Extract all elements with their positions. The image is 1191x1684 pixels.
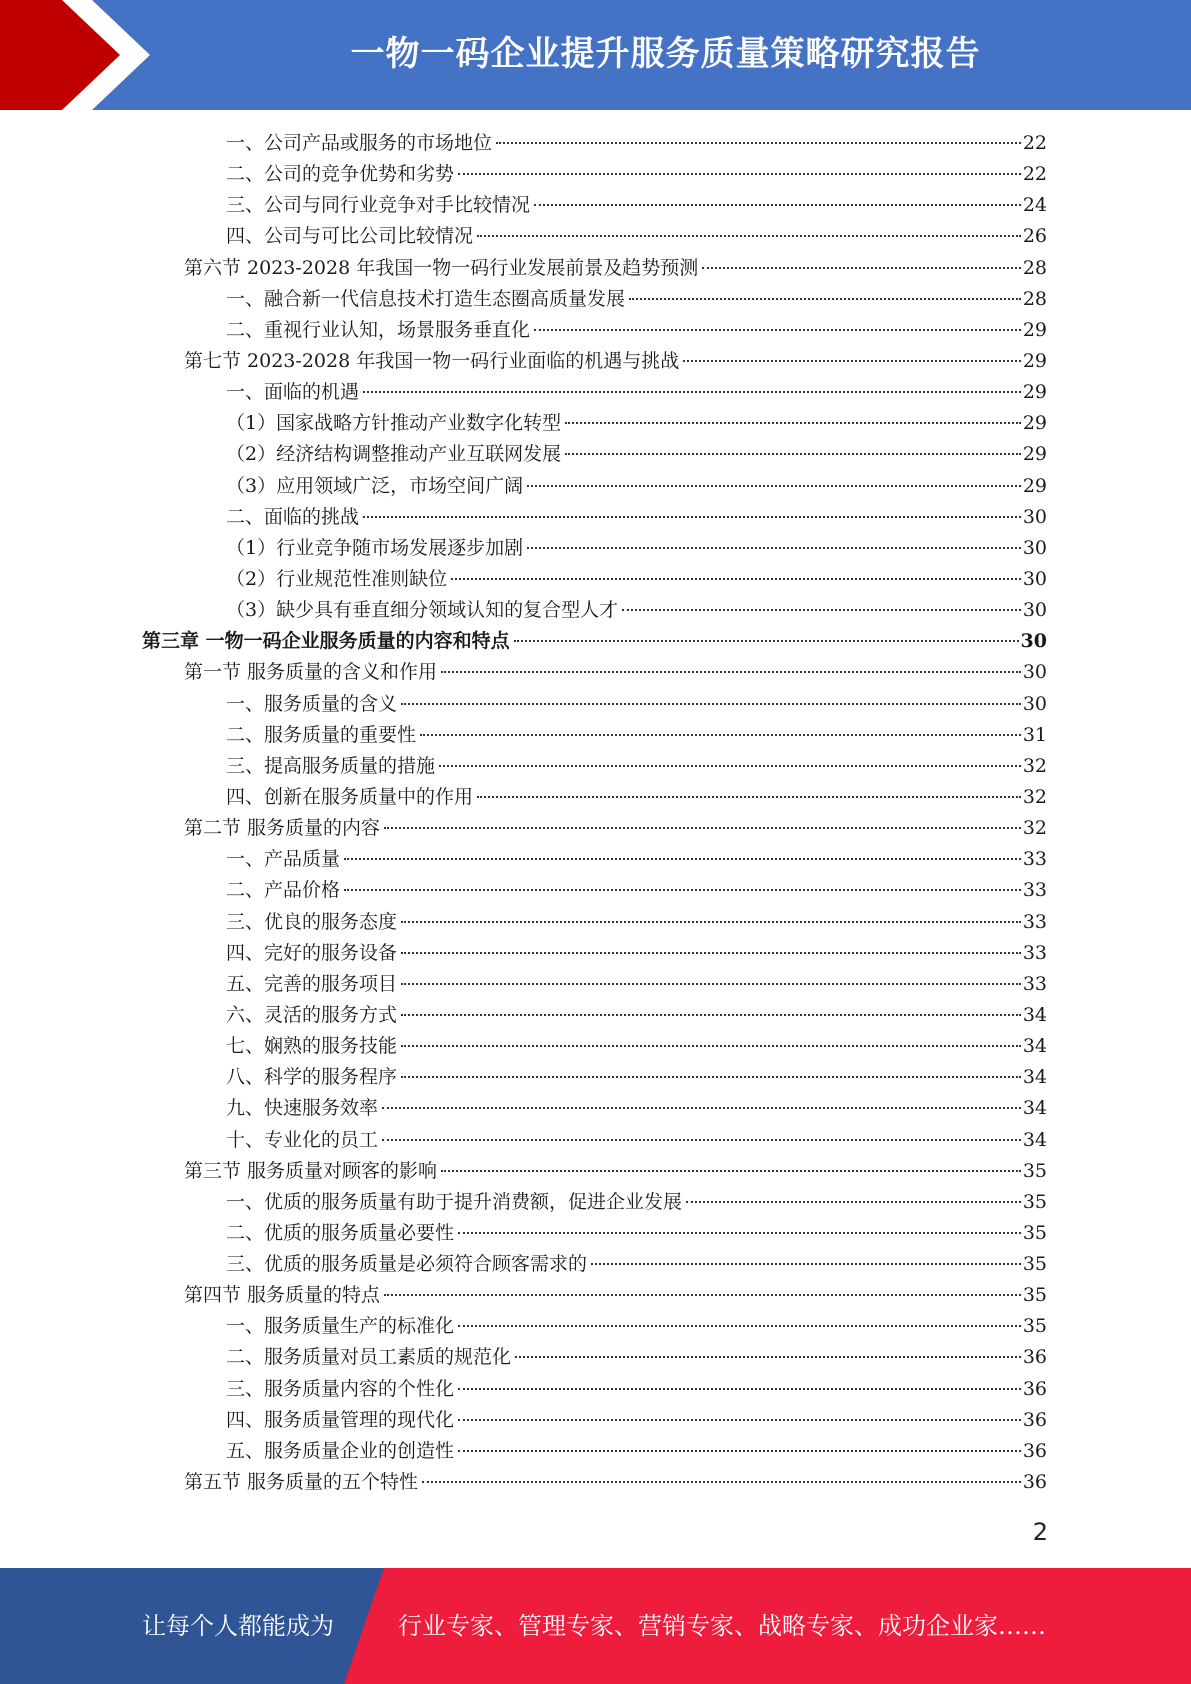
toc-entry[interactable] [0,408,1191,439]
toc-entry-page: 32 [1022,785,1047,808]
toc-leader-dots [363,390,1021,393]
toc-entry-title: 一、服务质量生产的标准化 [226,1315,455,1338]
toc-leader-dots [458,1231,1021,1234]
toc-leader-dots [496,141,1021,144]
toc-leader-dots [401,920,1021,923]
toc-entry[interactable] [0,1125,1191,1156]
toc-entry-page: 35 [1022,1159,1047,1182]
toc-entry-title: 一、面临的机遇 [226,381,360,404]
toc-entry-page: 33 [1022,910,1047,933]
toc-entry-title: （2）行业规范性准则缺位 [226,567,448,590]
toc-entry-title: 六、灵活的服务方式 [226,1003,398,1026]
toc-leader-dots [344,888,1021,891]
toc-entry[interactable] [0,813,1191,844]
toc-leader-dots [384,1293,1021,1296]
toc-leader-dots [534,203,1021,206]
toc-entry[interactable] [0,689,1191,720]
toc-leader-dots [683,359,1021,362]
toc-entry-title: 三、优质的服务质量是必须符合顾客需求的 [226,1253,588,1276]
toc-leader-dots [401,982,1021,985]
toc-entry-title: （2）经济结构调整推动产业互联网发展 [226,443,562,466]
toc-leader-dots [401,1044,1021,1047]
toc-entry-page: 34 [1022,1097,1047,1120]
toc-entry-page: 35 [1022,1190,1047,1213]
toc-entry-page: 22 [1022,163,1047,186]
toc-entry-title: 三、优良的服务态度 [226,910,398,933]
toc-entry-title: 一、公司产品或服务的市场地位 [226,132,493,154]
toc-entry[interactable] [0,1000,1191,1031]
toc-entry-title: 一、服务质量的含义 [226,692,398,715]
toc-entry[interactable] [0,751,1191,782]
toc-entry[interactable] [0,471,1191,502]
toc-leader-dots [420,733,1021,736]
page-footer [0,1568,1191,1684]
toc-entry-page: 34 [1022,1003,1047,1026]
toc-entry-title: 四、创新在服务质量中的作用 [226,785,474,808]
toc-entry-page: 36 [1022,1408,1047,1431]
toc-entry-page: 26 [1022,225,1047,248]
toc-leader-dots [458,1449,1021,1452]
toc-entry[interactable] [0,1374,1191,1405]
toc-entry[interactable] [0,159,1191,190]
toc-leader-dots [384,826,1021,829]
toc-entry-page: 35 [1022,1315,1047,1338]
toc-entry[interactable] [0,782,1191,813]
toc-leader-dots [686,1200,1021,1203]
toc-entry-page: 35 [1022,1284,1047,1307]
toc-leader-dots [622,608,1021,611]
toc-entry-page: 32 [1022,754,1047,777]
toc-entry-title: 一、产品质量 [226,848,341,871]
toc-entry[interactable] [0,595,1191,626]
toc-entry-title: 八、科学的服务程序 [226,1066,398,1089]
toc-entry[interactable] [0,533,1191,564]
toc-entry-page: 30 [1022,536,1047,559]
toc-entry[interactable] [0,1062,1191,1093]
toc-entry-title: （1）国家战略方针推动产业数字化转型 [226,412,562,435]
toc-entry-page: 30 [1020,630,1047,653]
toc-entry-title: 二、公司的竞争优势和劣势 [226,163,455,186]
toc-entry-page: 36 [1022,1471,1047,1494]
toc-entry-page: 36 [1022,1346,1047,1369]
toc-entry-title: 二、面临的挑战 [226,505,360,528]
toc-leader-dots [439,764,1021,767]
toc-entry-page: 29 [1022,349,1047,372]
toc-entry[interactable] [0,657,1191,688]
toc-entry[interactable] [0,377,1191,408]
toc-entry[interactable] [0,284,1191,315]
toc-leader-dots [534,328,1021,331]
toc-entry[interactable] [0,1405,1191,1436]
toc-entry-title: 一、优质的服务质量有助于提升消费额，促进企业发展 [226,1190,683,1213]
toc-entry-title: 五、服务质量企业的创造性 [226,1439,455,1462]
toc-entry-title: 三、公司与同行业竞争对手比较情况 [226,194,531,217]
toc-entry-page: 33 [1022,941,1047,964]
toc-entry[interactable] [0,1436,1191,1467]
toc-leader-dots [565,452,1021,455]
toc-entry-page: 29 [1022,474,1047,497]
toc-entry-title: 第四节 服务质量的特点 [184,1284,381,1307]
toc-entry-page: 31 [1022,723,1047,746]
toc-entry[interactable] [0,1467,1191,1498]
toc-entry-title: 二、产品价格 [226,879,341,902]
toc-entry[interactable] [0,1218,1191,1249]
toc-entry-page: 34 [1022,1035,1047,1058]
report-title: 一物一码企业提升服务质量策略研究报告 [350,34,981,74]
toc-entry-title: 九、快速服务效率 [226,1097,379,1120]
page-header [0,0,1191,110]
toc-leader-dots [401,702,1021,705]
toc-entry-title: 第七节 2023-2028 年我国一物一码行业面临的机遇与挑战 [184,349,680,372]
toc-entry-title: 二、服务质量对员工素质的规范化 [226,1346,512,1369]
toc-entry-page: 30 [1022,692,1047,715]
toc-entry[interactable] [0,938,1191,969]
footer-slogan-left: 让每个人都能成为 [142,1612,334,1640]
toc-entry-title: 第五节 服务质量的五个特性 [184,1471,419,1494]
toc-entry-page: 35 [1022,1253,1047,1276]
toc-entry-title: 四、服务质量管理的现代化 [226,1408,455,1431]
toc-leader-dots [458,1418,1021,1421]
toc-entry-title: 三、服务质量内容的个性化 [226,1377,455,1400]
toc-entry[interactable] [0,1187,1191,1218]
toc-leader-dots [401,1075,1021,1078]
toc-entry[interactable] [0,253,1191,284]
toc-leader-dots [441,1169,1021,1172]
toc-entry[interactable] [0,1093,1191,1124]
toc-leader-dots [382,1106,1021,1109]
toc-leader-dots [565,421,1021,424]
toc-entry-title: （3）缺少具有垂直细分领域认知的复合型人才 [226,599,619,622]
toc-entry[interactable] [0,720,1191,751]
toc-entry[interactable] [0,626,1191,657]
toc-entry-page: 36 [1022,1439,1047,1462]
toc-leader-dots [527,484,1021,487]
toc-entry[interactable] [0,875,1191,906]
toc-entry-page: 30 [1022,599,1047,622]
toc-leader-dots [382,1138,1021,1141]
toc-entry-title: 一、融合新一代信息技术打造生态圈高质量发展 [226,287,626,310]
toc-leader-dots [401,951,1021,954]
toc-leader-dots [527,546,1021,549]
toc-leader-dots [451,577,1021,580]
toc-entry[interactable] [0,969,1191,1000]
toc-entry-page: 33 [1022,972,1047,995]
toc-entry-page: 33 [1022,848,1047,871]
toc-entry-title: 十、专业化的员工 [226,1128,379,1151]
toc-entry-title: （1）行业竞争随市场发展逐步加剧 [226,536,524,559]
toc-entry[interactable] [0,1249,1191,1280]
toc-entry-title: 二、重视行业认知，场景服务垂直化 [226,318,531,341]
toc-leader-dots [401,1013,1021,1016]
toc-entry[interactable] [0,1342,1191,1373]
toc-entry-title: 七、娴熟的服务技能 [226,1035,398,1058]
toc-leader-dots [515,1355,1021,1358]
toc-entry[interactable] [0,346,1191,377]
toc-entry-title: 五、完善的服务项目 [226,972,398,995]
toc-leader-dots [702,266,1021,269]
toc-entry-page: 29 [1022,443,1047,466]
toc-entry-page: 28 [1022,256,1047,279]
toc-entry[interactable] [0,439,1191,470]
toc-entry[interactable] [0,1031,1191,1062]
toc-entry-page: 34 [1022,1128,1047,1151]
toc-leader-dots [477,795,1021,798]
toc-entry-page: 29 [1022,381,1047,404]
toc-entry-page: 29 [1022,318,1047,341]
toc-entry[interactable] [0,315,1191,346]
toc-entry-title: 第六节 2023-2028 年我国一物一码行业发展前景及趋势预测 [184,256,699,279]
toc-leader-dots [629,297,1021,300]
toc-entry[interactable] [0,221,1191,252]
toc-entry-page: 22 [1022,132,1047,154]
toc-leader-dots [477,234,1021,237]
toc-leader-dots [441,670,1021,673]
toc-leader-dots [363,515,1021,518]
toc-entry-title: 第三章 一物一码企业服务质量的内容和特点 [142,630,510,653]
toc-entry[interactable] [0,1156,1191,1187]
toc-entry-page: 36 [1022,1377,1047,1400]
toc-leader-dots [458,1324,1021,1327]
toc-entry-title: 四、公司与可比公司比较情况 [226,225,474,248]
toc-entry[interactable] [0,907,1191,938]
toc-entry-page: 33 [1022,879,1047,902]
page-number: 2 [1032,1518,1048,1546]
toc-entry[interactable] [0,1311,1191,1342]
toc-entry-page: 28 [1022,287,1047,310]
footer-slogan-right: 行业专家、管理专家、营销专家、战略专家、成功企业家…… [398,1612,1046,1640]
toc-entry-page: 30 [1022,505,1047,528]
toc-entry[interactable] [0,502,1191,533]
toc-entry-page: 30 [1022,567,1047,590]
toc-entry-title: 二、服务质量的重要性 [226,723,417,746]
toc-leader-dots [422,1480,1021,1483]
toc-entry-title: 第一节 服务质量的含义和作用 [184,661,438,684]
toc-entry-page: 32 [1022,817,1047,840]
toc-entry-page: 35 [1022,1221,1047,1244]
toc-entry-page: 34 [1022,1066,1047,1089]
toc-leader-dots [344,857,1021,860]
table-of-contents [0,128,1191,1498]
toc-entry[interactable] [0,128,1191,159]
toc-leader-dots [458,172,1021,175]
toc-entry-page: 30 [1022,661,1047,684]
toc-leader-dots [591,1262,1021,1265]
toc-entry-title: 二、优质的服务质量必要性 [226,1221,455,1244]
toc-leader-dots [458,1387,1021,1390]
toc-entry-page: 29 [1022,412,1047,435]
toc-entry-title: 四、完好的服务设备 [226,941,398,964]
toc-entry[interactable] [0,844,1191,875]
toc-leader-dots [514,639,1019,642]
toc-entry-title: 第二节 服务质量的内容 [184,817,381,840]
toc-entry-title: 第三节 服务质量对顾客的影响 [184,1159,438,1182]
toc-entry[interactable] [0,564,1191,595]
toc-entry-title: 三、提高服务质量的措施 [226,754,436,777]
toc-entry[interactable] [0,1280,1191,1311]
toc-entry-page: 24 [1022,194,1047,217]
toc-entry-title: （3）应用领域广泛，市场空间广阔 [226,474,524,497]
toc-entry[interactable] [0,190,1191,221]
